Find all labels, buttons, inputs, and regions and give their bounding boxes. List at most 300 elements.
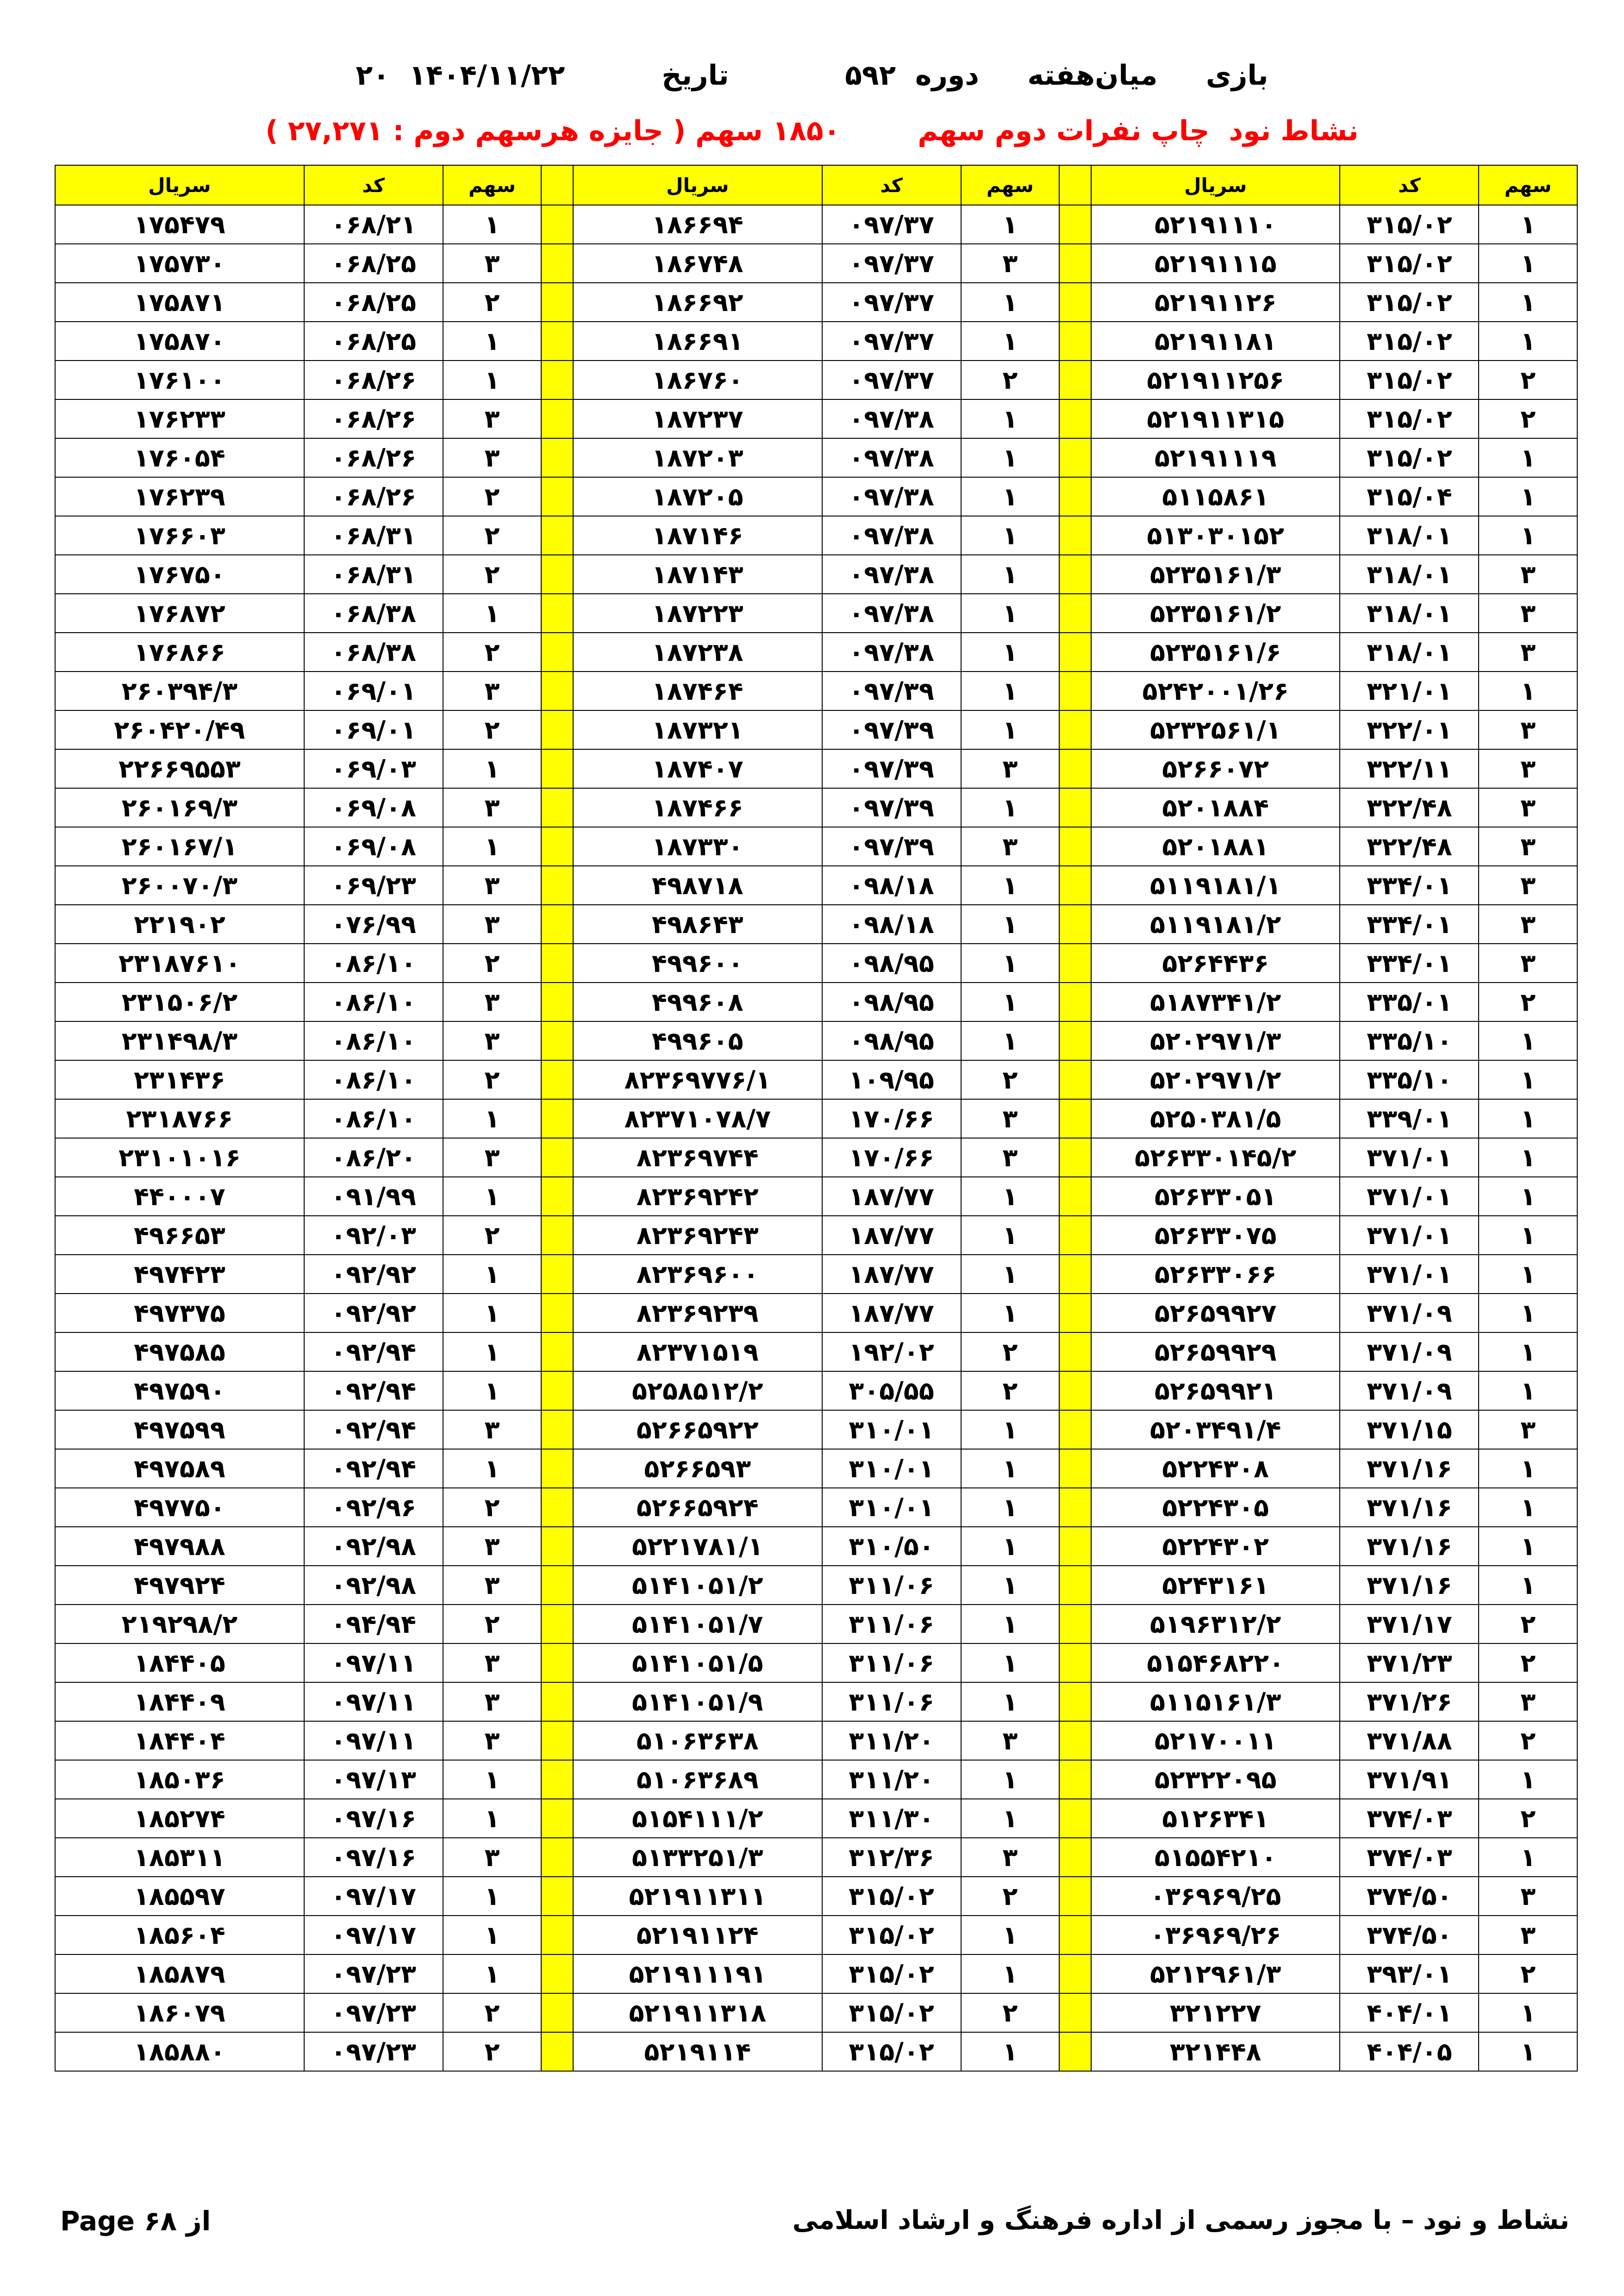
column-separator — [1059, 1721, 1091, 1760]
code-cell: ۱۹۲/۰۲ — [822, 1332, 961, 1371]
share-cell: ۳ — [1479, 749, 1577, 788]
share-cell: ۱ — [1479, 1760, 1577, 1799]
serial-cell: ۵۱۴۱۰۵۱/۷ — [573, 1605, 822, 1643]
table-row — [55, 1605, 1577, 1643]
share-cell: ۳ — [1479, 633, 1577, 672]
code-cell: ۳۳۵/۱۰ — [1340, 1021, 1479, 1060]
table-row — [55, 555, 1577, 594]
share-cell: ۳ — [443, 1721, 542, 1760]
column-separator — [1059, 205, 1091, 244]
serial-cell: ۵۲۴۲۰۰۱/۲۶ — [1091, 672, 1340, 710]
serial-cell: ۱۷۶۸۷۲ — [55, 594, 304, 633]
serial-cell: ۱۸۷۴۰۷ — [573, 749, 822, 788]
serial-cell: ۵۲۵۸۵۱۲/۲ — [573, 1371, 822, 1410]
share-cell: ۱ — [1479, 672, 1577, 710]
share-cell: ۳ — [1479, 1410, 1577, 1449]
code-cell: ۰۶۸/۲۶ — [304, 399, 443, 438]
share-cell: ۲ — [443, 944, 542, 983]
share-cell: ۲ — [443, 477, 542, 516]
code-cell: ۳۲۱/۰۱ — [1340, 672, 1479, 710]
serial-cell: ۵۲۰۱۸۸۴ — [1091, 788, 1340, 827]
column-separator — [1059, 1760, 1091, 1799]
code-cell: ۳۷۱/۹۱ — [1340, 1760, 1479, 1799]
code-cell: ۰۸۶/۲۰ — [304, 1138, 443, 1177]
code-cell: ۳۷۴/۵۰ — [1340, 1877, 1479, 1916]
share-cell: ۱ — [961, 1916, 1060, 1954]
column-separator — [541, 1177, 573, 1216]
code-cell: ۳۳۴/۰۱ — [1340, 944, 1479, 983]
code-cell: ۳۷۱/۰۱ — [1340, 1216, 1479, 1255]
table-row — [55, 1021, 1577, 1060]
code-cell: ۳۱۵/۰۴ — [1340, 477, 1479, 516]
share-cell: ۱ — [443, 1255, 542, 1294]
column-separator — [1059, 1216, 1091, 1255]
code-cell: ۳۷۱/۱۶ — [1340, 1449, 1479, 1488]
code-cell: ۰۹۷/۱۱ — [304, 1682, 443, 1721]
code-cell: ۰۹۷/۳۹ — [822, 788, 961, 827]
serial-cell: ۵۲۳۵۱۶۱/۶ — [1091, 633, 1340, 672]
share-cell: ۱ — [961, 1527, 1060, 1566]
share-cell: ۲ — [961, 1332, 1060, 1371]
code-cell: ۳۷۴/۰۳ — [1340, 1799, 1479, 1838]
table-row — [55, 399, 1577, 438]
code-cell: ۰۹۷/۱۱ — [304, 1643, 443, 1682]
serial-cell: ۵۲۱۹۱۱۱۹ — [1091, 438, 1340, 477]
code-cell: ۰۹۲/۹۲ — [304, 1294, 443, 1332]
column-separator — [1059, 749, 1091, 788]
serial-cell: ۵۲۱۹۱۱۱۰ — [1091, 205, 1340, 244]
share-cell: ۳ — [1479, 1916, 1577, 1954]
share-cell: ۱ — [961, 1255, 1060, 1294]
serial-cell: ۱۷۶۱۰۰ — [55, 361, 304, 399]
column-separator — [1059, 438, 1091, 477]
table-row — [55, 710, 1577, 749]
serial-cell: ۴۹۷۵۹۰ — [55, 1371, 304, 1410]
share-cell: ۱ — [1479, 1099, 1577, 1138]
code-cell: ۳۱۲/۳۶ — [822, 1838, 961, 1877]
share-cell: ۱ — [443, 1177, 542, 1216]
column-separator — [541, 1255, 573, 1294]
serial-cell: ۵۲۶۳۳۰۱۴۵/۲ — [1091, 1138, 1340, 1177]
share-cell: ۳ — [443, 1682, 542, 1721]
serial-cell: ۱۸۷۱۴۶ — [573, 516, 822, 555]
code-cell: ۱۷۰/۶۶ — [822, 1138, 961, 1177]
serial-cell: ۵۱۱۹۱۸۱/۱ — [1091, 866, 1340, 905]
code-cell: ۳۱۵/۰۲ — [1340, 283, 1479, 322]
column-separator — [541, 1294, 573, 1332]
code-cell: ۴۰۴/۰۱ — [1340, 1993, 1479, 2032]
share-cell: ۱ — [961, 1566, 1060, 1605]
share-cell: ۱ — [961, 1177, 1060, 1216]
table-row — [55, 322, 1577, 361]
code-cell: ۳۳۴/۰۱ — [1340, 905, 1479, 944]
share-cell: ۳ — [443, 1138, 542, 1177]
code-cell: ۰۶۸/۲۵ — [304, 322, 443, 361]
column-separator — [1059, 866, 1091, 905]
share-cell: ۲ — [1479, 361, 1577, 399]
serial-cell: ۵۲۶۵۹۹۲۷ — [1091, 1294, 1340, 1332]
code-cell: ۳۷۱/۱۶ — [1340, 1566, 1479, 1605]
share-cell: ۱ — [961, 905, 1060, 944]
code-cell: ۳۱۵/۰۲ — [1340, 244, 1479, 283]
column-separator — [1059, 827, 1091, 866]
serial-cell: ۵۱۰۶۳۶۳۸ — [573, 1721, 822, 1760]
serial-cell: ۸۲۳۷۱۰۷۸/۷ — [573, 1099, 822, 1138]
code-cell: ۳۷۱/۱۵ — [1340, 1410, 1479, 1449]
share-cell: ۲ — [443, 516, 542, 555]
code-cell: ۳۲۲/۱۱ — [1340, 749, 1479, 788]
column-separator — [541, 1760, 573, 1799]
serial-cell: ۵۲۲۱۷۸۱/۱ — [573, 1527, 822, 1566]
column-separator — [541, 1916, 573, 1954]
code-cell: ۰۹۷/۳۹ — [822, 672, 961, 710]
share-cell: ۲ — [443, 1216, 542, 1255]
code-cell: ۳۱۱/۰۶ — [822, 1566, 961, 1605]
share-cell: ۳ — [1479, 866, 1577, 905]
share-cell: ۱ — [1479, 1527, 1577, 1566]
column-separator — [541, 477, 573, 516]
code-cell: ۳۱۰/۰۱ — [822, 1449, 961, 1488]
code-cell: ۰۹۷/۳۷ — [822, 205, 961, 244]
share-cell: ۱ — [961, 1021, 1060, 1060]
share-cell: ۲ — [1479, 1721, 1577, 1760]
code-cell: ۰۹۷/۳۸ — [822, 516, 961, 555]
serial-cell: ۱۸۵۲۷۴ — [55, 1799, 304, 1838]
serial-cell: ۵۱۵۴۶۸۲۲۰ — [1091, 1643, 1340, 1682]
serial-cell: ۱۸۶۷۴۸ — [573, 244, 822, 283]
serial-cell: ۲۳۱۴۹۸/۳ — [55, 1021, 304, 1060]
column-separator — [1059, 244, 1091, 283]
code-cell: ۰۹۲/۹۴ — [304, 1371, 443, 1410]
table-row — [55, 1294, 1577, 1332]
share-cell: ۱ — [443, 1916, 542, 1954]
column-separator — [1059, 1371, 1091, 1410]
column-separator — [1059, 1021, 1091, 1060]
serial-cell: ۲۶۰۳۹۴/۳ — [55, 672, 304, 710]
serial-cell: ۱۸۷۲۰۵ — [573, 477, 822, 516]
share-cell: ۱ — [443, 205, 542, 244]
share-cell: ۱ — [961, 2032, 1060, 2071]
share-cell: ۱ — [443, 1760, 542, 1799]
serial-cell: ۲۳۱۸۷۶۶ — [55, 1099, 304, 1138]
share-cell: ۲ — [961, 1877, 1060, 1916]
code-cell: ۰۹۷/۳۸ — [822, 594, 961, 633]
share-cell: ۳ — [443, 1838, 542, 1877]
code-cell: ۰۹۴/۹۴ — [304, 1605, 443, 1643]
code-cell: ۰۹۷/۱۳ — [304, 1760, 443, 1799]
table-row — [55, 1993, 1577, 2032]
code-cell: ۰۸۶/۱۰ — [304, 1021, 443, 1060]
share-cell: ۱ — [1479, 1294, 1577, 1332]
share-cell: ۳ — [443, 983, 542, 1021]
share-cell: ۱ — [1479, 1021, 1577, 1060]
code-cell: ۳۷۱/۰۱ — [1340, 1177, 1479, 1216]
serial-cell: ۴۹۷۷۵۰ — [55, 1488, 304, 1527]
table-row — [55, 944, 1577, 983]
column-separator — [541, 1682, 573, 1721]
code-cell: ۳۷۱/۱۶ — [1340, 1488, 1479, 1527]
serial-cell: ۵۲۵۰۳۸۱/۵ — [1091, 1099, 1340, 1138]
serial-cell: ۵۲۳۲۲۰۹۵ — [1091, 1760, 1340, 1799]
serial-cell: ۵۲۱۹۱۱۲۴ — [573, 1916, 822, 1954]
serial-cell: ۱۷۶۸۶۶ — [55, 633, 304, 672]
code-cell: ۰۹۲/۹۴ — [304, 1332, 443, 1371]
share-cell: ۱ — [961, 983, 1060, 1021]
serial-cell: ۱۷۵۴۷۹ — [55, 205, 304, 244]
column-separator — [541, 2032, 573, 2071]
serial-cell: ۵۲۱۹۱۱۱۵ — [1091, 244, 1340, 283]
code-cell: ۰۹۷/۲۳ — [304, 1993, 443, 2032]
code-cell: ۰۸۶/۱۰ — [304, 1060, 443, 1099]
code-cell: ۰۶۹/۰۸ — [304, 788, 443, 827]
share-cell: ۱ — [1479, 1177, 1577, 1216]
serial-cell: ۱۷۶۰۵۴ — [55, 438, 304, 477]
column-separator — [541, 165, 573, 205]
share-cell: ۱ — [961, 1216, 1060, 1255]
column-separator — [541, 1021, 573, 1060]
column-separator — [1059, 1954, 1091, 1993]
serial-cell: ۵۲۱۹۱۱۸۱ — [1091, 322, 1340, 361]
code-cell: ۰۹۸/۱۸ — [822, 905, 961, 944]
column-separator — [541, 710, 573, 749]
column-separator — [541, 827, 573, 866]
column-separator — [1059, 1449, 1091, 1488]
share-cell: ۱ — [961, 1682, 1060, 1721]
serial-cell: ۵۱۴۱۰۵۱/۵ — [573, 1643, 822, 1682]
code-cell: ۳۱۵/۰۲ — [822, 1954, 961, 1993]
serial-cell: ۲۶۰۱۶۹/۳ — [55, 788, 304, 827]
code-cell: ۰۹۲/۹۲ — [304, 1255, 443, 1294]
share-cell: ۲ — [1479, 1954, 1577, 1993]
serial-cell: ۵۲۱۹۱۱۳۱۱ — [573, 1877, 822, 1916]
serial-cell: ۴۹۸۷۱۸ — [573, 866, 822, 905]
table-row — [55, 1488, 1577, 1527]
share-cell: ۱ — [1479, 322, 1577, 361]
share-cell: ۱ — [443, 594, 542, 633]
code-cell: ۳۱۱/۰۶ — [822, 1643, 961, 1682]
serial-cell: ۴۹۷۴۲۳ — [55, 1255, 304, 1294]
share-cell: ۳ — [443, 1643, 542, 1682]
serial-cell: ۵۲۱۹۱۱۴ — [573, 2032, 822, 2071]
code-cell: ۳۱۵/۰۲ — [1340, 205, 1479, 244]
column-separator — [1059, 983, 1091, 1021]
share-cell: ۱ — [1479, 1138, 1577, 1177]
serial-cell: ۵۲۲۴۳۰۸ — [1091, 1449, 1340, 1488]
code-cell: ۳۷۱/۰۱ — [1340, 1138, 1479, 1177]
share-cell: ۱ — [1479, 205, 1577, 244]
code-cell: ۳۱۵/۰۲ — [822, 1993, 961, 2032]
serial-cell: ۱۸۴۴۰۵ — [55, 1643, 304, 1682]
code-cell: ۳۳۹/۰۱ — [1340, 1099, 1479, 1138]
code-cell: ۳۹۳/۰۱ — [1340, 1954, 1479, 1993]
share-cell: ۳ — [1479, 594, 1577, 633]
code-cell: ۰۶۸/۳۸ — [304, 633, 443, 672]
table-row — [55, 1877, 1577, 1916]
share-cell: ۲ — [443, 2032, 542, 2071]
serial-cell: ۵۲۳۵۱۶۱/۲ — [1091, 594, 1340, 633]
code-cell: ۰۹۸/۱۸ — [822, 866, 961, 905]
serial-cell: ۱۸۷۴۶۶ — [573, 788, 822, 827]
code-cell: ۰۹۷/۳۷ — [822, 361, 961, 399]
serial-cell: ۱۸۷۲۳۸ — [573, 633, 822, 672]
share-cell: ۱ — [1479, 1488, 1577, 1527]
table-row — [55, 205, 1577, 244]
code-cell: ۳۱۰/۵۰ — [822, 1527, 961, 1566]
serial-cell: ۵۱۹۶۳۱۲/۲ — [1091, 1605, 1340, 1643]
serial-cell: ۱۸۷۱۴۳ — [573, 555, 822, 594]
column-separator — [541, 1060, 573, 1099]
code-cell: ۳۱۱/۰۶ — [822, 1682, 961, 1721]
share-cell: ۳ — [443, 438, 542, 477]
serial-cell: ۵۲۱۹۱۱۲۶ — [1091, 283, 1340, 322]
column-separator — [541, 322, 573, 361]
table-row — [55, 672, 1577, 710]
column-separator — [541, 205, 573, 244]
code-cell: ۳۱۵/۰۲ — [1340, 361, 1479, 399]
col-share-header: سهم — [961, 165, 1060, 205]
share-cell: ۳ — [1479, 1877, 1577, 1916]
serial-cell: ۵۲۰۲۹۷۱/۳ — [1091, 1021, 1340, 1060]
serial-cell: ۴۹۷۹۲۴ — [55, 1566, 304, 1605]
code-cell: ۳۲۲/۴۸ — [1340, 827, 1479, 866]
code-cell: ۰۹۷/۳۸ — [822, 633, 961, 672]
serial-cell: ۵۲۱۹۱۱۳۱۵ — [1091, 399, 1340, 438]
code-cell: ۰۹۷/۲۳ — [304, 2032, 443, 2071]
serial-cell: ۵۱۴۱۰۵۱/۲ — [573, 1566, 822, 1605]
code-cell: ۰۹۷/۱۷ — [304, 1916, 443, 1954]
share-cell: ۳ — [1479, 710, 1577, 749]
share-cell: ۲ — [961, 1993, 1060, 2032]
code-cell: ۰۶۹/۰۸ — [304, 827, 443, 866]
share-cell: ۳ — [961, 827, 1060, 866]
share-cell: ۳ — [443, 399, 542, 438]
serial-cell: ۵۲۲۴۳۰۲ — [1091, 1527, 1340, 1566]
serial-cell: ۸۲۳۷۱۵۱۹ — [573, 1332, 822, 1371]
share-cell: ۱ — [961, 555, 1060, 594]
table-row — [55, 1682, 1577, 1721]
code-cell: ۳۱۵/۰۲ — [1340, 438, 1479, 477]
table-row — [55, 1255, 1577, 1294]
table-row — [55, 1721, 1577, 1760]
column-separator — [1059, 1138, 1091, 1177]
share-cell: ۲ — [443, 555, 542, 594]
code-cell: ۱۸۷/۷۷ — [822, 1294, 961, 1332]
table-row — [55, 1799, 1577, 1838]
code-cell: ۳۷۴/۰۳ — [1340, 1838, 1479, 1877]
serial-cell: ۱۸۶۷۶۰ — [573, 361, 822, 399]
share-cell: ۳ — [443, 866, 542, 905]
serial-cell: ۲۲۱۹۰۲ — [55, 905, 304, 944]
serial-cell: ۵۲۲۴۳۰۵ — [1091, 1488, 1340, 1527]
serial-cell: ۸۲۳۶۹۶۰۰ — [573, 1255, 822, 1294]
share-cell: ۲ — [1479, 1605, 1577, 1643]
serial-cell: ۱۸۵۳۱۱ — [55, 1838, 304, 1877]
code-cell: ۱۸۷/۷۷ — [822, 1255, 961, 1294]
share-cell: ۲ — [961, 1060, 1060, 1099]
code-cell: ۰۶۸/۲۵ — [304, 244, 443, 283]
serial-cell: ۸۲۳۶۹۲۴۳ — [573, 1216, 822, 1255]
col-code-header: کد — [1340, 165, 1479, 205]
code-cell: ۳۷۱/۰۹ — [1340, 1371, 1479, 1410]
serial-cell: ۴۹۸۶۴۳ — [573, 905, 822, 944]
table-row — [55, 1177, 1577, 1216]
serial-cell: ۲۶۰۰۷۰/۳ — [55, 866, 304, 905]
column-separator — [1059, 1877, 1091, 1916]
serial-cell: ۲۳۱۰۱۰۱۶ — [55, 1138, 304, 1177]
serial-cell: ۴۹۷۵۸۹ — [55, 1449, 304, 1488]
serial-cell: ۵۱۱۵۸۶۱ — [1091, 477, 1340, 516]
column-separator — [541, 788, 573, 827]
column-separator — [1059, 1060, 1091, 1099]
code-cell: ۰۹۱/۹۹ — [304, 1177, 443, 1216]
share-cell: ۳ — [443, 1410, 542, 1449]
code-cell: ۳۱۵/۰۲ — [1340, 399, 1479, 438]
code-cell: ۰۶۸/۲۵ — [304, 283, 443, 322]
code-cell: ۳۱۱/۳۰ — [822, 1799, 961, 1838]
table-row — [55, 2032, 1577, 2071]
serial-cell: ۵۱۲۶۳۴۱ — [1091, 1799, 1340, 1838]
code-cell: ۰۶۸/۲۶ — [304, 477, 443, 516]
code-cell: ۰۸۶/۱۰ — [304, 1099, 443, 1138]
column-separator — [1059, 516, 1091, 555]
table-row — [55, 788, 1577, 827]
share-cell: ۱ — [443, 1449, 542, 1488]
serial-cell: ۵۲۱۹۱۱۳۱۸ — [573, 1993, 822, 2032]
table-row — [55, 1371, 1577, 1410]
code-cell: ۳۱۵/۰۲ — [822, 1877, 961, 1916]
col-share-header: سهم — [443, 165, 542, 205]
column-separator — [541, 1488, 573, 1527]
share-cell: ۳ — [961, 1721, 1060, 1760]
table-row — [55, 361, 1577, 399]
table-row — [55, 477, 1577, 516]
serial-cell: ۱۸۶۶۹۲ — [573, 283, 822, 322]
column-separator — [1059, 594, 1091, 633]
share-cell: ۱ — [1479, 1060, 1577, 1099]
column-separator — [541, 1138, 573, 1177]
serial-cell: ۱۸۶۰۷۹ — [55, 1993, 304, 2032]
serial-cell: ۵۱۵۴۱۱۱/۲ — [573, 1799, 822, 1838]
column-separator — [541, 1605, 573, 1643]
share-cell: ۳ — [1479, 555, 1577, 594]
column-separator — [541, 1216, 573, 1255]
serial-cell: ۱۸۵۸۸۰ — [55, 2032, 304, 2071]
code-cell: ۳۱۱/۰۶ — [822, 1605, 961, 1643]
table-row — [55, 1449, 1577, 1488]
share-cell: ۱ — [961, 594, 1060, 633]
column-separator — [541, 749, 573, 788]
column-separator — [1059, 1255, 1091, 1294]
serial-cell: ۴۴۰۰۰۷ — [55, 1177, 304, 1216]
share-cell: ۱ — [1479, 1449, 1577, 1488]
column-separator — [541, 1643, 573, 1682]
table-row — [55, 749, 1577, 788]
code-cell: ۰۶۸/۳۸ — [304, 594, 443, 633]
serial-cell: ۱۸۶۶۹۴ — [573, 205, 822, 244]
serial-cell: ۱۸۴۴۰۹ — [55, 1682, 304, 1721]
serial-cell: ۱۸۵۶۰۴ — [55, 1916, 304, 1954]
share-cell: ۱ — [443, 322, 542, 361]
code-cell: ۳۳۴/۰۱ — [1340, 866, 1479, 905]
serial-cell: ۲۶۰۴۲۰/۴۹ — [55, 710, 304, 749]
column-separator — [541, 1449, 573, 1488]
serial-cell: ۵۱۳۳۲۵۱/۳ — [573, 1838, 822, 1877]
code-cell: ۰۹۲/۹۴ — [304, 1449, 443, 1488]
column-separator — [541, 1838, 573, 1877]
share-cell: ۳ — [1479, 905, 1577, 944]
serial-cell: ۱۷۶۲۳۹ — [55, 477, 304, 516]
code-cell: ۰۶۹/۰۱ — [304, 672, 443, 710]
